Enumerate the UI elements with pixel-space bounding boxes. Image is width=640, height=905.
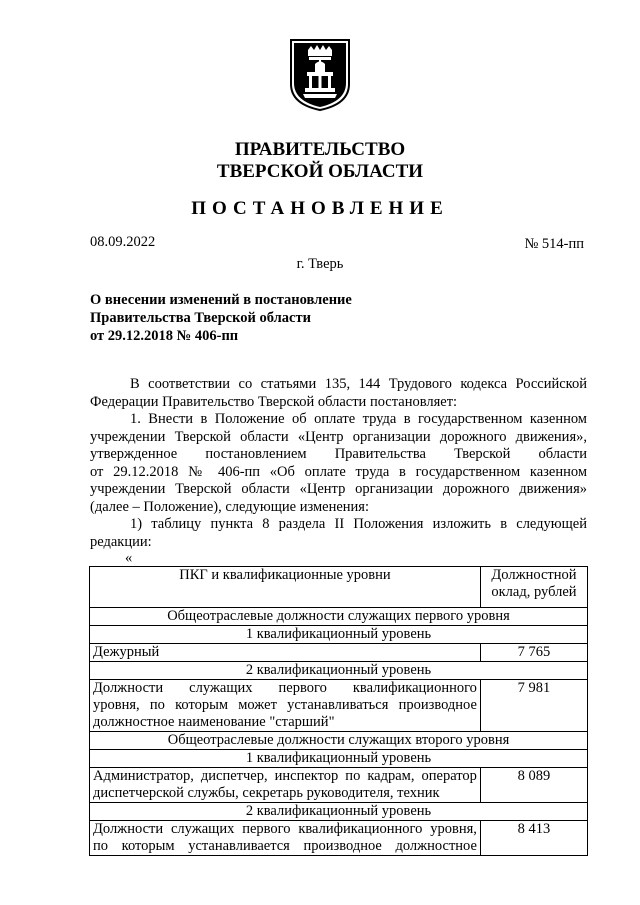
group-title: Общеотраслевые должности служащих первого уровня — [90, 608, 588, 626]
position-name: Должности служащих первого квалификационного уровня, по которым может устанавливаться производное должностное наименование "старший" — [90, 680, 481, 732]
body-line: 1) таблицу пункта 8 раздела II Положения изложить в следующей — [130, 516, 587, 532]
body-line: учреждении Тверской области «Центр организации дорожного движения» — [90, 481, 587, 497]
table-row — [90, 768, 588, 803]
salary-table — [89, 566, 588, 856]
qualification-level: 1 квалификационный уровень — [90, 750, 588, 768]
document-date: 08.09.2022 — [90, 234, 156, 250]
column-header-salary: Должностной оклад, рублей — [480, 567, 587, 608]
position-name: Дежурный — [90, 644, 481, 662]
authority-name-line2: ТВЕРСКОЙ ОБЛАСТИ — [216, 161, 424, 182]
group-title: Общеотраслевые должности служащих второго уровня — [90, 732, 588, 750]
coat-of-arms-icon — [289, 38, 351, 112]
document-body — [90, 376, 587, 551]
body-line: 1. Внести в Положение об оплате труда в государственном казенном — [130, 411, 587, 427]
salary-value: 8 089 — [480, 768, 587, 803]
position-name: Должности служащих первого квалификационного уровня, по которым устанавливается производное должностное — [90, 821, 481, 856]
body-line: редакции: — [90, 533, 152, 550]
subject-line: О внесении изменений в постановление — [90, 292, 352, 308]
body-line: утвержденное постановлением Правительства Тверской области — [90, 446, 587, 462]
document-city: г. Тверь — [296, 256, 344, 272]
table-row — [90, 662, 588, 680]
body-line: Федерации Правительство Тверской области постановляет: — [90, 393, 458, 410]
document-number: № 514-пп — [524, 236, 584, 252]
column-header-pkg: ПКГ и квалификационные уровни — [90, 567, 481, 608]
table-row — [90, 803, 588, 821]
salary-value: 8 413 — [480, 821, 587, 856]
qualification-level: 2 квалификационный уровень — [90, 803, 588, 821]
qualification-level: 1 квалификационный уровень — [90, 626, 588, 644]
opening-quote: « — [125, 550, 133, 566]
table-row — [90, 626, 588, 644]
salary-value: 7 981 — [480, 680, 587, 732]
table-row — [90, 732, 588, 750]
body-line: от 29.12.2018 № 406-пп «Об оплате труда в государственном казенном — [90, 463, 587, 480]
subject-line: Правительства Тверской области — [90, 310, 311, 326]
document-type: ПОСТАНОВЛЕНИЕ — [191, 198, 449, 219]
body-line: учреждении Тверской области «Центр организации дорожного движения», — [90, 428, 587, 445]
body-line: (далее – Положение), следующие изменения: — [90, 498, 369, 515]
authority-name-line1: ПРАВИТЕЛЬСТВО — [234, 139, 406, 160]
position-name: Администратор, диспетчер, инспектор по кадрам, оператор диспетчерской службы, секретарь руководителя, техник — [90, 768, 481, 803]
table-row — [90, 821, 588, 856]
table-row — [90, 750, 588, 768]
body-line: В соответствии со статьями 135, 144 Трудового кодекса Российской — [130, 376, 587, 392]
table-row — [90, 608, 588, 626]
subject-line: от 29.12.2018 № 406-пп — [90, 328, 239, 344]
table-header-row — [90, 567, 588, 608]
document-subject — [90, 291, 352, 345]
qualification-level: 2 квалификационный уровень — [90, 662, 588, 680]
table-row — [90, 680, 588, 732]
salary-value: 7 765 — [480, 644, 587, 662]
table-row — [90, 644, 588, 662]
